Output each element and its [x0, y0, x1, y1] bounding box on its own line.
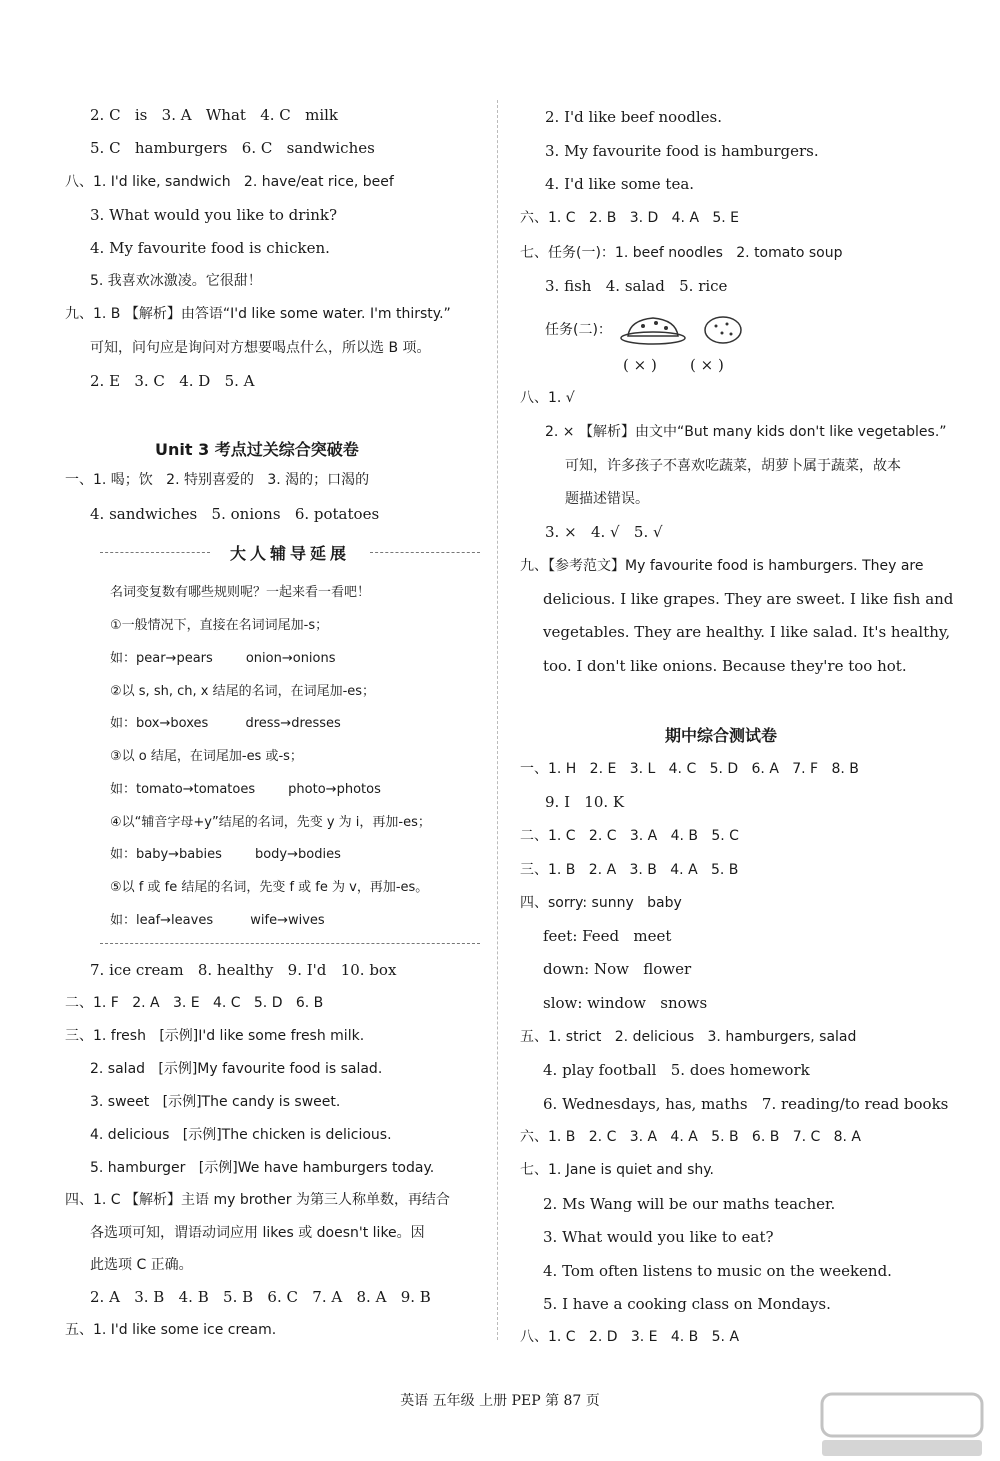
tutor-box-header [100, 541, 480, 565]
answer-line: 五、1. I'd like some ice cream. [65, 1322, 277, 1338]
answer-line: down: Now flower [543, 960, 692, 978]
tutor-line: 名词变复数有哪些规则呢？一起来看一看吧！ [110, 585, 371, 600]
task2-mark: ( × ) [623, 356, 657, 374]
answer-line: delicious. I like grapes. They are sweet. I like fish and [543, 590, 954, 608]
answer-line: 2. C is 3. A What 4. C milk [90, 106, 338, 124]
tutor-line: 如：baby→babies body→bodies [110, 847, 341, 862]
answer-line: slow: window snows [543, 994, 708, 1012]
answer-line: 2. A 3. B 4. B 5. B 6. C 7. A 8. A 9. B [90, 1288, 431, 1306]
answer-line: vegetables. They are healthy. I like salad. It's healthy, [543, 623, 951, 641]
answer-line: 4. Tom often listens to music on the weekend. [543, 1262, 892, 1280]
answer-line: 2. × 【解析】由文中“But many kids don't like vegetables.” [545, 424, 947, 440]
answer-line: 九、【参考范文】My favourite food is hamburgers. They are [520, 558, 924, 574]
hamburger-illustration [618, 312, 688, 346]
task2-label: 任务(二)： [545, 322, 612, 338]
answer-line: 4. play football 5. does homework [543, 1061, 810, 1079]
answer-line: 4. I'd like some tea. [545, 175, 695, 193]
answer-line: 一、1. 喝；饮 2. 特别喜爱的 3. 渴的；口渴的 [65, 472, 370, 488]
answer-line: feet: Feed meet [543, 927, 672, 945]
answer-line: 八、1. C 2. D 3. E 4. B 5. A [520, 1329, 740, 1345]
answer-line: 六、1. C 2. B 3. D 4. A 5. E [520, 210, 740, 226]
answer-line: 5. 我喜欢冰激凌。它很甜！ [90, 273, 262, 289]
answer-line: 3. What would you like to drink? [90, 206, 338, 224]
tutor-line: 如：leaf→leaves wife→wives [110, 913, 325, 928]
answer-line: 3. fish 4. salad 5. rice [545, 277, 728, 295]
tutor-box-bottom-rule [100, 943, 480, 944]
answer-line: 此选项 C 正确。 [90, 1257, 193, 1273]
midterm-title: 期中综合测试卷 [665, 726, 778, 745]
tutor-line: ④以“辅音字母+y”结尾的名词，先变 y 为 i，再加-es； [110, 815, 431, 830]
answer-line: 四、1. C 【解析】主语 my brother 为第三人称单数，再结合 [65, 1192, 450, 1208]
answer-line: 9. I 10. K [545, 793, 625, 811]
answer-line: 四、sorry: sunny baby [520, 895, 682, 911]
answer-line: 3. × 4. √ 5. √ [545, 523, 663, 541]
dotted-rule [370, 552, 480, 553]
answer-line: 3. What would you like to eat? [543, 1228, 774, 1246]
answer-line: 3. sweet [示例]The candy is sweet. [90, 1094, 341, 1110]
answer-line: 五、1. strict 2. delicious 3. hamburgers, salad [520, 1029, 857, 1045]
task2-mark: ( × ) [690, 356, 724, 374]
answer-line: 八、1. I'd like, sandwich 2. have/eat rice, beef [65, 174, 394, 190]
answer-line: 2. salad [示例]My favourite food is salad. [90, 1061, 383, 1077]
tutor-line: ③以 o 结尾，在词尾加-es 或-s； [110, 749, 303, 764]
answer-line: 2. E 3. C 4. D 5. A [90, 372, 255, 390]
answer-line: 各选项可知，谓语动词应用 likes 或 doesn't like。因 [90, 1225, 425, 1241]
answer-line: 5. hamburger [示例]We have hamburgers today. [90, 1160, 435, 1176]
answer-line: 七、1. Jane is quiet and shy. [520, 1162, 714, 1178]
answer-line: 七、任务(一)：1. beef noodles 2. tomato soup [520, 245, 843, 261]
answer-line: 7. ice cream 8. healthy 9. I'd 10. box [90, 961, 397, 979]
answer-line: 八、1. √ [520, 390, 575, 406]
answer-line: 三、1. fresh [示例]I'd like some fresh milk. [65, 1028, 365, 1044]
answer-line: 三、1. B 2. A 3. B 4. A 5. B [520, 862, 739, 878]
answer-line: 六、1. B 2. C 3. A 4. A 5. B 6. B 7. C 8. A [520, 1129, 862, 1145]
answer-line: 5. I have a cooking class on Mondays. [543, 1295, 831, 1313]
tutor-line: ⑤以 f 或 fe 结尾的名词，先变 f 或 fe 为 v，再加-es。 [110, 880, 429, 895]
answer-line: 二、1. F 2. A 3. E 4. C 5. D 6. B [65, 995, 324, 1011]
answer-line: 九、1. B 【解析】由答语“I'd like some water. I'm thirsty.” [65, 306, 451, 322]
watermark-logo [820, 1390, 990, 1460]
answer-line: too. I don't like onions. Because they're too hot. [543, 657, 907, 675]
tutor-line: 如：box→boxes dress→dresses [110, 716, 341, 731]
answer-line: 2. Ms Wang will be our maths teacher. [543, 1195, 836, 1213]
tutor-line: ①一般情况下，直接在名词词尾加-s； [110, 618, 329, 633]
answer-line: 一、1. H 2. E 3. L 4. C 5. D 6. A 7. F 8. B [520, 761, 859, 777]
potato-illustration [702, 314, 744, 346]
answer-line: 二、1. C 2. C 3. A 4. B 5. C [520, 828, 739, 844]
answer-line: 6. Wednesdays, has, maths 7. reading/to read books [543, 1095, 949, 1113]
tutor-line: 如：pear→pears onion→onions [110, 651, 336, 666]
answer-line: 题描述错误。 [565, 491, 649, 507]
unit3-title: Unit 3 考点过关综合突破卷 [155, 440, 359, 459]
answer-line: 4. sandwiches 5. onions 6. potatoes [90, 505, 380, 523]
answer-line: 5. C hamburgers 6. C sandwiches [90, 139, 375, 157]
column-divider [497, 100, 498, 1340]
tutor-box-title: 大人辅导延展 [229, 544, 350, 563]
answer-line: 4. delicious [示例]The chicken is delicious. [90, 1127, 392, 1143]
answer-line: 2. I'd like beef noodles. [545, 108, 722, 126]
answer-line: 可知，问句应是询问对方想要喝点什么，所以选 B 项。 [90, 340, 431, 356]
answer-line: 可知，许多孩子不喜欢吃蔬菜，胡萝卜属于蔬菜，故本 [565, 458, 901, 474]
tutor-line: 如：tomato→tomatoes photo→photos [110, 782, 381, 797]
dotted-rule [100, 552, 210, 553]
tutor-line: ②以 s, sh, ch, x 结尾的名词，在词尾加-es； [110, 684, 376, 699]
answer-line: 3. My favourite food is hamburgers. [545, 142, 819, 160]
answer-line: 4. My favourite food is chicken. [90, 239, 330, 257]
page-footer: 英语 五年级 上册 PEP 第 87 页 [400, 1393, 600, 1409]
